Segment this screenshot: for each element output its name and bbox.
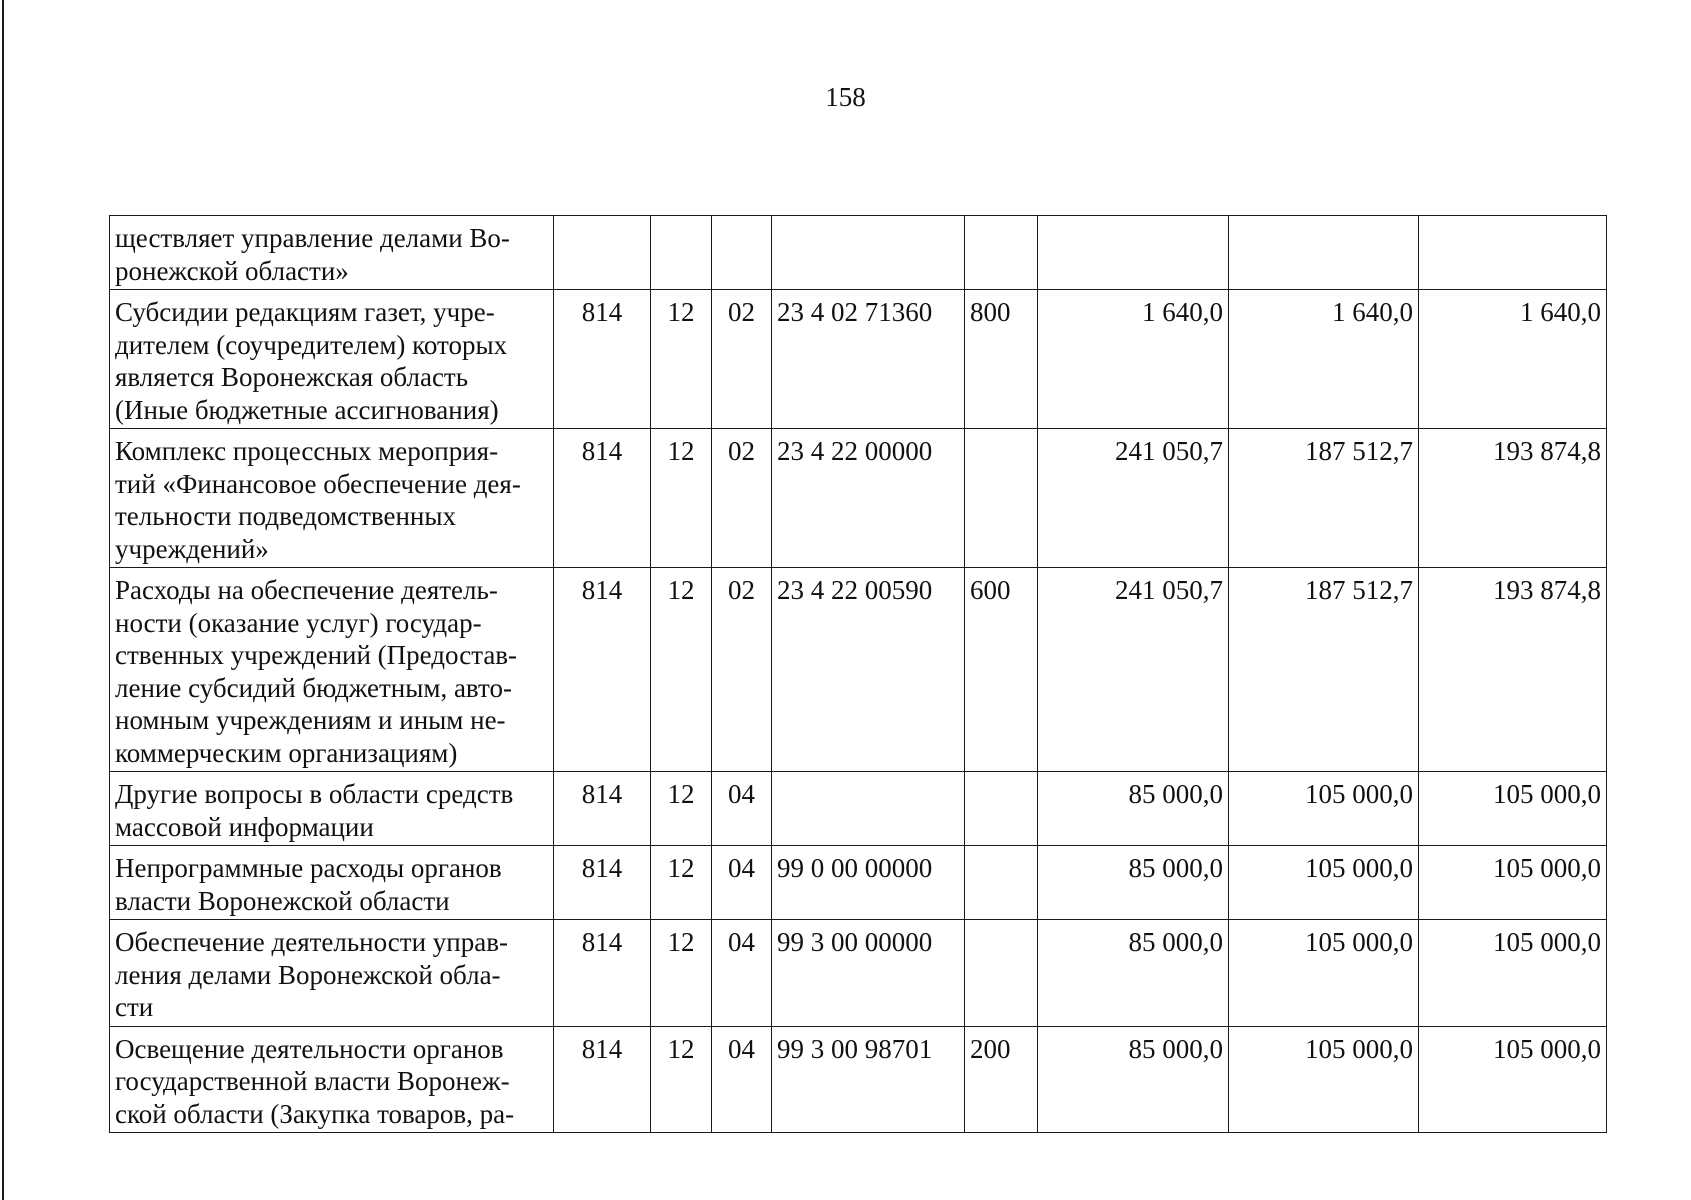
subsection-code-cell: 04	[712, 846, 772, 920]
row-name-cell	[110, 429, 554, 568]
table-row	[110, 772, 1607, 846]
subsection-code-cell: 04	[712, 772, 772, 846]
expense-type-cell	[965, 846, 1038, 920]
subsection-code-cell: 02	[712, 429, 772, 568]
row-name-line: ления делами Воронежской обла-	[115, 959, 501, 990]
amount-year-1-cell: 1 640,0	[1038, 290, 1229, 429]
row-name-line: ление субсидий бюджетным, авто-	[115, 672, 512, 703]
table-row	[110, 846, 1607, 920]
amount-year-1-cell	[1038, 216, 1229, 290]
amount-year-2-cell: 105 000,0	[1229, 920, 1419, 1027]
table-row	[110, 568, 1607, 772]
row-name-line: Освещение деятельности органов	[115, 1033, 504, 1064]
amount-year-2-cell: 105 000,0	[1229, 772, 1419, 846]
amount-year-1-cell: 241 050,7	[1038, 429, 1229, 568]
subsection-code-cell: 02	[712, 290, 772, 429]
row-name-line: учреждений»	[115, 533, 269, 564]
row-name-line: Непрограммные расходы органов	[115, 853, 502, 883]
row-name-line: коммерческим организациям)	[115, 737, 458, 768]
amount-year-1-cell: 85 000,0	[1038, 920, 1229, 1027]
row-name-line: ществляет управление делами Во-	[115, 223, 510, 253]
row-name-line: ности (оказание услуг) государ-	[115, 607, 482, 638]
amount-year-3-cell: 105 000,0	[1419, 1026, 1607, 1133]
section-code-cell: 12	[651, 429, 712, 568]
expense-type-cell	[965, 429, 1038, 568]
row-name-line: Комплекс процессных мероприя-	[115, 436, 499, 466]
row-name-line: Субсидии редакциям газет, учре-	[115, 297, 495, 327]
amount-year-3-cell: 193 874,8	[1419, 568, 1607, 772]
section-code-cell: 12	[651, 846, 712, 920]
budget-table	[109, 215, 1607, 1133]
target-article-cell: 23 4 22 00590	[772, 568, 965, 772]
target-article-cell	[772, 216, 965, 290]
section-code-cell: 12	[651, 772, 712, 846]
amount-year-1-cell: 85 000,0	[1038, 772, 1229, 846]
amount-year-1-cell: 241 050,7	[1038, 568, 1229, 772]
row-name-cell	[110, 772, 554, 846]
budget-table-body	[110, 216, 1607, 1133]
row-name-line: тий «Финансовое обеспечение дея-	[115, 468, 521, 499]
row-name-line: дителем (соучредителем) которых	[115, 329, 508, 360]
table-row	[110, 1026, 1607, 1133]
row-name-cell	[110, 216, 554, 290]
row-name-line: массовой информации	[115, 811, 374, 842]
subsection-code-cell: 04	[712, 920, 772, 1027]
expense-type-cell	[965, 772, 1038, 846]
row-name-cell	[110, 920, 554, 1027]
table-row	[110, 920, 1607, 1027]
grbs-code-cell: 814	[554, 1026, 651, 1133]
section-code-cell	[651, 216, 712, 290]
row-name-line: сти	[115, 992, 154, 1022]
grbs-code-cell: 814	[554, 920, 651, 1027]
row-name-line: номным учреждениям и иным не-	[115, 705, 506, 735]
row-name-cell	[110, 568, 554, 772]
amount-year-3-cell: 105 000,0	[1419, 920, 1607, 1027]
row-name-line: государственной власти Воронеж-	[115, 1066, 510, 1096]
expense-type-cell	[965, 216, 1038, 290]
amount-year-3-cell	[1419, 216, 1607, 290]
row-name-cell	[110, 846, 554, 920]
target-article-cell: 99 3 00 00000	[772, 920, 965, 1027]
target-article-cell: 99 3 00 98701	[772, 1026, 965, 1133]
amount-year-2-cell: 187 512,7	[1229, 568, 1419, 772]
target-article-cell: 99 0 00 00000	[772, 846, 965, 920]
amount-year-3-cell: 1 640,0	[1419, 290, 1607, 429]
row-name-line: ственных учреждений (Предостав-	[115, 640, 518, 670]
row-name-line: ронежской области»	[115, 255, 349, 286]
table-row	[110, 216, 1607, 290]
amount-year-2-cell	[1229, 216, 1419, 290]
amount-year-2-cell: 187 512,7	[1229, 429, 1419, 568]
section-code-cell: 12	[651, 920, 712, 1027]
amount-year-2-cell: 105 000,0	[1229, 1026, 1419, 1133]
expense-type-cell: 600	[965, 568, 1038, 772]
row-name-line: Другие вопросы в области средств	[115, 779, 514, 809]
row-name-line: тельности подведомственных	[115, 501, 457, 531]
subsection-code-cell: 04	[712, 1026, 772, 1133]
expense-type-cell: 800	[965, 290, 1038, 429]
row-name-line: является Воронежская область	[115, 362, 469, 392]
grbs-code-cell: 814	[554, 772, 651, 846]
section-code-cell: 12	[651, 1026, 712, 1133]
section-code-cell: 12	[651, 568, 712, 772]
expense-type-cell	[965, 920, 1038, 1027]
table-row	[110, 429, 1607, 568]
page-left-edge-line	[2, 0, 4, 1200]
row-name-cell	[110, 1026, 554, 1133]
grbs-code-cell: 814	[554, 429, 651, 568]
amount-year-2-cell: 1 640,0	[1229, 290, 1419, 429]
amount-year-1-cell: 85 000,0	[1038, 846, 1229, 920]
table-row	[110, 290, 1607, 429]
row-name-line: ской области (Закупка товаров, ра-	[115, 1098, 515, 1129]
subsection-code-cell: 02	[712, 568, 772, 772]
row-name-line: власти Воронежской области	[115, 885, 450, 916]
amount-year-3-cell: 105 000,0	[1419, 772, 1607, 846]
section-code-cell: 12	[651, 290, 712, 429]
row-name-cell	[110, 290, 554, 429]
expense-type-cell: 200	[965, 1026, 1038, 1133]
target-article-cell: 23 4 02 71360	[772, 290, 965, 429]
row-name-line: Расходы на обеспечение деятель-	[115, 575, 498, 605]
subsection-code-cell	[712, 216, 772, 290]
row-name-line: Обеспечение деятельности управ-	[115, 927, 508, 957]
grbs-code-cell: 814	[554, 290, 651, 429]
row-name-line: (Иные бюджетные ассигнования)	[115, 394, 499, 425]
grbs-code-cell: 814	[554, 568, 651, 772]
amount-year-3-cell: 193 874,8	[1419, 429, 1607, 568]
amount-year-2-cell: 105 000,0	[1229, 846, 1419, 920]
page-number: 158	[825, 82, 866, 112]
amount-year-3-cell: 105 000,0	[1419, 846, 1607, 920]
amount-year-1-cell: 85 000,0	[1038, 1026, 1229, 1133]
grbs-code-cell	[554, 216, 651, 290]
grbs-code-cell: 814	[554, 846, 651, 920]
target-article-cell: 23 4 22 00000	[772, 429, 965, 568]
target-article-cell	[772, 772, 965, 846]
